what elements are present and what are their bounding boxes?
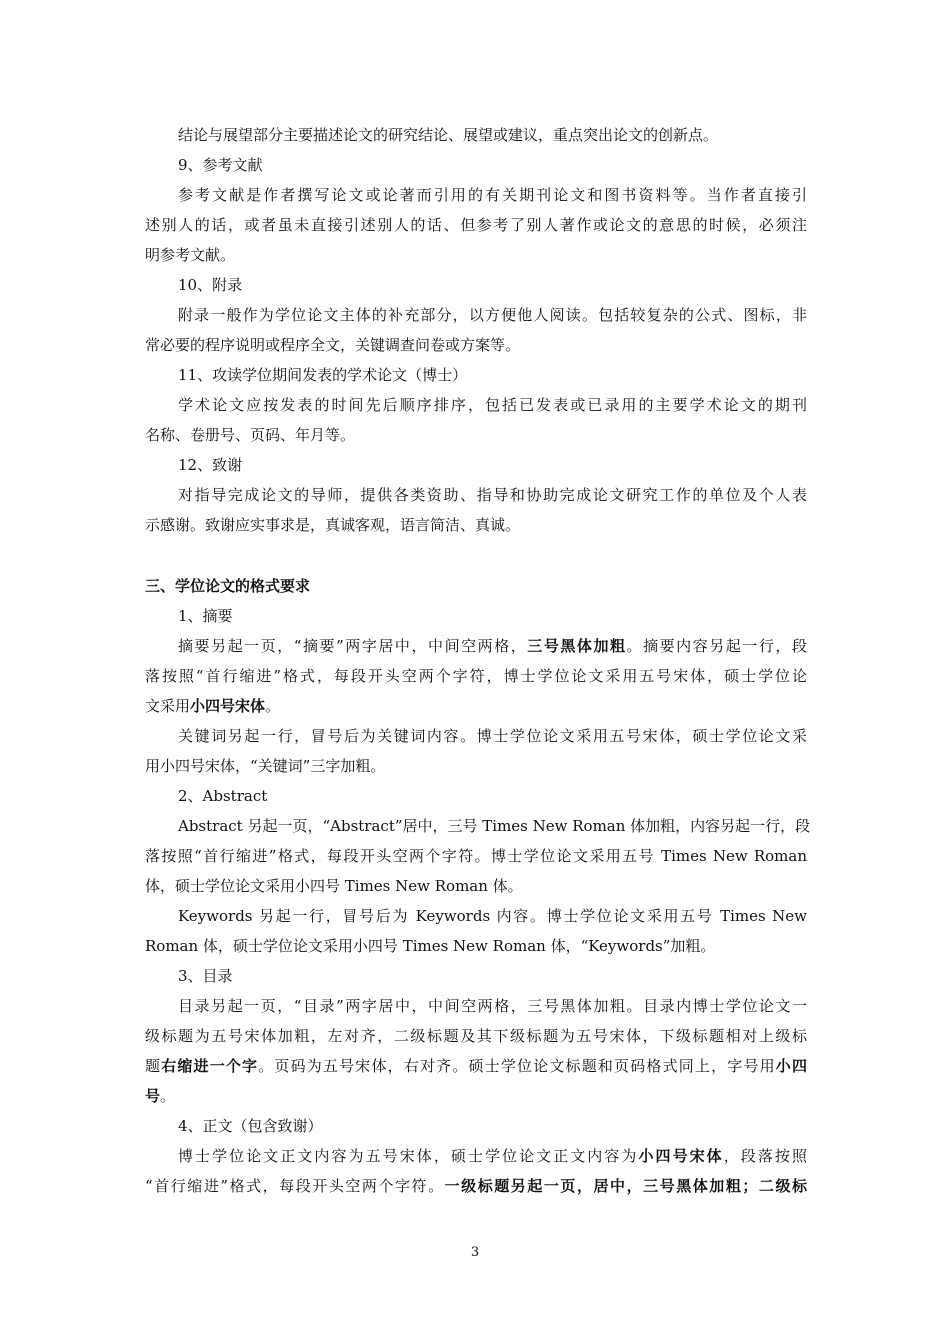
text-line: 关键词另起一行，冒号后为关键词内容。博士学位论文采用五号宋体，硕士学位论文采	[178, 727, 807, 745]
subsection-heading: 4、正文（包含致谢）	[178, 1117, 323, 1135]
text-line: 用小四号宋体，“关键词”三字加粗。	[145, 757, 386, 775]
subsection-heading: 10、附录	[178, 276, 243, 294]
bold-text-run: 三号黑体加粗	[527, 637, 627, 655]
text-line: Roman 体，硕士学位论文采用小四号 Times New Roman 体，“Keywords”加粗。	[145, 937, 716, 955]
text-line	[145, 631, 807, 661]
blank-line	[145, 540, 807, 571]
text-run: “首行缩进”格式，每段开头空两个字符。	[145, 1177, 445, 1195]
subsection-heading: 12、致谢	[178, 456, 243, 474]
text-line: 对指导完成论文的导师，提供各类资助、指导和协助完成论文研究工作的单位及个人表	[178, 486, 807, 504]
text-line	[145, 1081, 807, 1111]
text-run: 。	[265, 697, 281, 715]
text-line: Keywords 另起一行，冒号后为 Keywords 内容。博士学位论文采用五号 Times New	[178, 907, 807, 925]
text-line: 常必要的程序说明或程序全文，关键调查问卷或方案等。	[145, 336, 521, 354]
text-run: 博士学位论文正文内容为五号宋体，硕士学位论文正文内容为	[178, 1147, 639, 1165]
subsection-heading: 2、Abstract	[178, 787, 268, 805]
text-line	[145, 691, 807, 721]
section-heading: 三、学位论文的格式要求	[145, 577, 311, 595]
text-line: 示感谢。致谢应实事求是，真诚客观，语言简洁、真诚。	[145, 516, 521, 534]
bold-text-run: 一级标题另起一页，居中，三号黑体加粗；二级标	[444, 1177, 807, 1195]
text-line: 参考文献是作者撰写论文或论著而引用的有关期刊论文和图书资料等。当作者直接引	[178, 186, 807, 204]
text-run: 。页码为五号宋体，右对齐。硕士学位论文标题和页码格式同上，字号用	[258, 1057, 776, 1075]
subsection-heading: 1、摘要	[178, 607, 233, 625]
bold-text-run: 小四	[775, 1057, 807, 1075]
text-line: 明参考文献。	[145, 246, 236, 264]
subsection-heading: 9、参考文献	[178, 156, 263, 174]
text-line: 体，硕士学位论文采用小四号 Times New Roman 体。	[145, 877, 523, 895]
page-body	[145, 120, 811, 1201]
bold-text-run: 小四号宋体	[190, 697, 266, 715]
bold-text-run: 小四号宋体	[638, 1147, 724, 1165]
text-line: 述别人的话，或者虽未直接引述别人的话、但参考了别人著作或论文的意思的时候，必须注	[145, 216, 807, 234]
text-run: 摘要另起一页，“摘要”两字居中，中间空两格，	[178, 637, 528, 655]
text-line: 名称、卷册号、页码、年月等。	[145, 426, 356, 444]
text-line: 学术论文应按发表的时间先后顺序排序，包括已发表或已录用的主要学术论文的期刊	[178, 396, 807, 414]
text-line: 结论与展望部分主要描述论文的研究结论、展望或建议，重点突出论文的创新点。	[178, 126, 719, 144]
text-line: 落按照“首行缩进”格式，每段开头空两个字符。博士学位论文采用五号 Times New Roman	[145, 847, 807, 865]
text-line	[145, 1051, 807, 1081]
text-run: 。	[160, 1087, 176, 1105]
text-line: 落按照“首行缩进”格式，每段开头空两个字符，博士学位论文采用五号宋体，硕士学位论	[145, 667, 807, 685]
text-line	[145, 1171, 807, 1201]
bold-text-run: 右缩进一个字	[161, 1057, 259, 1075]
text-run: 。摘要内容另起一行，段	[626, 637, 807, 655]
text-line: 级标题为五号宋体加粗，左对齐，二级标题及其下级标题为五号宋体，下级标题相对上级标	[145, 1027, 807, 1045]
subsection-heading: 11、攻读学位期间发表的学术论文（博士）	[178, 366, 468, 384]
text-run: 文采用	[145, 697, 191, 715]
text-run: 题	[145, 1057, 162, 1075]
subsection-heading: 3、目录	[178, 967, 233, 985]
text-run: ，段落按照	[723, 1147, 807, 1165]
bold-text-run: 号	[145, 1087, 161, 1105]
text-line: Abstract 另起一页，“Abstract”居中，三号 Times New Roman 体加粗，内容另起一行，段	[178, 817, 811, 835]
text-line: 附录一般作为学位论文主体的补充部分，以方便他人阅读。包括较复杂的公式、图标，非	[178, 306, 807, 324]
text-line	[145, 1141, 807, 1171]
text-line: 目录另起一页，“目录”两字居中，中间空两格，三号黑体加粗。目录内博士学位论文一	[178, 997, 807, 1015]
page-number: 3	[470, 1245, 480, 1260]
